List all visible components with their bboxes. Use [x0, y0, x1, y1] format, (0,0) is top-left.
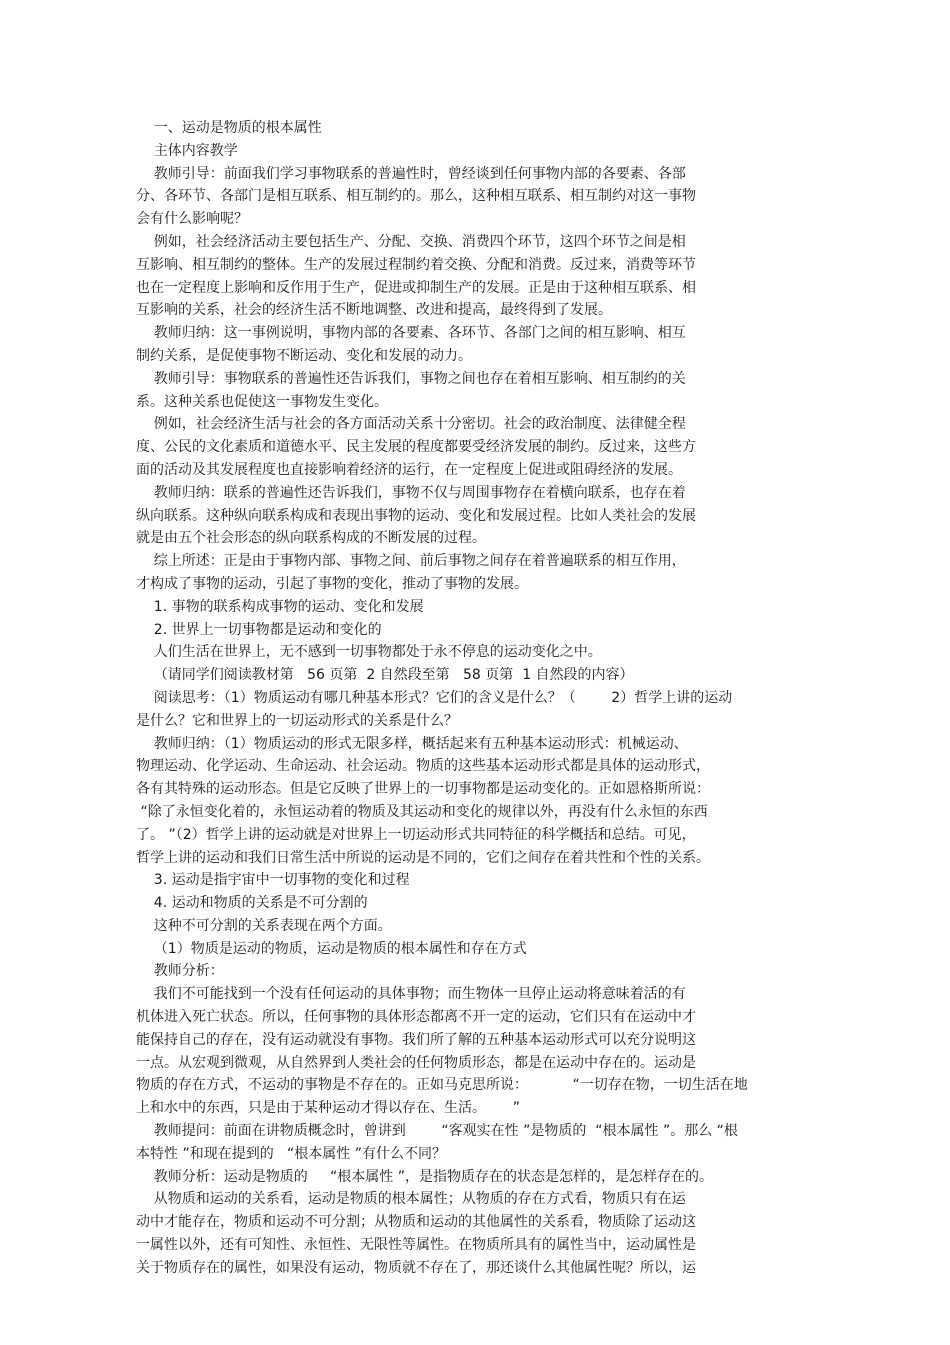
- text-line: 教师提问：前面在讲物质概念时，曾讲到 “客观实在性 ”是物质的 “根本属性 ”。那么 “根: [136, 1123, 738, 1140]
- text-line: 互影响的关系，社会的经济生活不断地调整、改进和提高，最终得到了发展。: [136, 302, 612, 319]
- text-line: 纵向联系。这种纵向联系构成和表现出事物的运动、变化和发展过程。比如人类社会的发展: [136, 507, 696, 524]
- text-line: 动中才能存在，物质和运动不可分割；从物质和运动的其他属性的关系看，物质除了运动这: [136, 1214, 696, 1231]
- text-line: 教师引导：前面我们学习事物联系的普遍性时，曾经谈到任何事物内部的各要素、各部: [136, 165, 686, 182]
- text-line: 各有其特殊的运动形态。但是它反映了世界上的一切事物都是运动变化的。正如恩格斯所说：: [136, 781, 710, 798]
- text-line: 综上所述：正是由于事物内部、事物之间、前后事物之间存在着普遍联系的相互作用，: [136, 553, 686, 570]
- text-line: 会有什么影响呢？: [136, 211, 248, 228]
- text-line: 制约关系，是促使事物不断运动、变化和发展的动力。: [136, 347, 472, 364]
- section-heading: 一、运动是物质的根本属性: [136, 120, 322, 136]
- numbered-point: 2. 世界上一切事物都是运动和变化的: [136, 621, 382, 638]
- text-line: 从物质和运动的关系看，运动是物质的根本属性；从物质的存在方式看，物质只有在运: [136, 1191, 686, 1208]
- text-line: 例如，社会经济活动主要包括生产、分配、交换、消费四个环节，这四个环节之间是相: [136, 233, 686, 250]
- text-line: 教师分析：运动是物质的 “根本属性 ”，是指物质存在的状态是怎样的，是怎样存在的。: [136, 1168, 714, 1185]
- text-line: 就是由五个社会形态的纵向联系构成的不断发展的过程。: [136, 530, 486, 547]
- text-line: 度、公民的文化素质和道德水平、民主发展的程度都要受经济发展的制约。反过来，这些方: [136, 439, 696, 456]
- text-line: 面的活动及其发展程度也直接影响着经济的运行，在一定程度上促进或阻碍经济的发展。: [136, 461, 682, 478]
- document-body: [136, 117, 748, 1280]
- text-line: （1）物质是运动的物质，运动是物质的根本属性和存在方式: [136, 940, 527, 957]
- text-line: 关于物质存在的属性，如果没有运动，物质就不存在了，那还谈什么其他属性呢？所以，运: [136, 1259, 696, 1276]
- text-line: 能保持自己的存在，没有运动就没有事物。我们所了解的五种基本运动形式可以充分说明这: [136, 1031, 696, 1048]
- text-line: 分、各环节、各部门是相互联系、相互制约的。那么，这种相互联系、相互制约对这一事物: [136, 188, 696, 205]
- text-line: 我们不可能找到一个没有任何运动的具体事物；而生物体一旦停止运动将意味着活的有: [136, 986, 686, 1003]
- numbered-point: 1. 事物的联系构成事物的运动、变化和发展: [136, 598, 424, 615]
- text-line: 教师归纳：（1）物质运动的形式无限多样，概括起来有五种基本运动形式：机械运动、: [136, 735, 688, 752]
- text-line: 教师归纳：联系的普遍性还告诉我们，事物不仅与周围事物存在着横向联系，也存在着: [136, 484, 686, 501]
- subheading: 主体内容教学: [136, 142, 238, 159]
- text-line: 互影响、相互制约的整体。生产的发展过程制约着交换、分配和消费。反过来，消费等环节: [136, 256, 696, 273]
- text-line: 一点。从宏观到微观，从自然界到人类社会的任何物质形态，都是在运动中存在的。运动是: [136, 1054, 696, 1071]
- text-line: “除了永恒变化着的，永恒运动着的物质及其运动和变化的规律以外，再没有什么永恒的东西: [136, 803, 708, 820]
- numbered-point: 4. 运动和物质的关系是不可分割的: [136, 895, 368, 912]
- text-line: 了。 ”（2）哲学上讲的运动就是对世界上一切运动形式共同特征的科学概括和总结。可见，: [136, 826, 696, 843]
- text-line: 人们生活在世界上，无不感到一切事物都处于永不停息的运动变化之中。: [136, 644, 602, 661]
- text-line: 也在一定程度上影响和反作用于生产，促进或抑制生产的发展。正是由于这种相互联系、相: [136, 279, 696, 296]
- numbered-point: 3. 运动是指宇宙中一切事物的变化和过程: [136, 872, 410, 889]
- text-line: 机体进入死亡状态。所以，任何事物的具体形态都离不开一定的运动，它们只有在运动中才: [136, 1009, 696, 1026]
- text-line: 是什么？它和世界上的一切运动形式的关系是什么？: [136, 712, 458, 729]
- text-line: 系。这种关系也促使这一事物发生变化。: [136, 393, 388, 410]
- text-line: 上和水中的东西，只是由于某种运动才得以存在、生活。 ”: [136, 1100, 520, 1117]
- text-line: 教师分析：: [136, 963, 224, 980]
- text-line: 例如，社会经济生活与社会的各方面活动关系十分密切。社会的政治制度、法律健全程: [136, 416, 686, 433]
- text-line: 物理运动、化学运动、生命运动、社会运动。物质的这些基本运动形式都是具体的运动形式，: [136, 758, 710, 775]
- text-line: 教师引导：事物联系的普遍性还告诉我们，事物之间也存在着相互影响、相互制约的关: [136, 370, 686, 387]
- text-line: 哲学上讲的运动和我们日常生活中所说的运动是不同的，它们之间存在着共性和个性的关系。: [136, 849, 710, 866]
- text-line: 物质的存在方式，不运动的事物是不存在的。正如马克思所说： “一切存在物，一切生活在地: [136, 1077, 748, 1094]
- text-line: 本特性 ”和现在提到的 “根本属性 ”有什么不同？: [136, 1145, 447, 1162]
- text-line: 这种不可分割的关系表现在两个方面。: [136, 917, 392, 934]
- text-line: 才构成了事物的运动，引起了事物的变化，推动了事物的发展。: [136, 575, 528, 592]
- text-line: 一属性以外，还有可知性、永恒性、无限性等属性。在物质所具有的属性当中，运动属性是: [136, 1237, 696, 1254]
- text-line: 阅读思考：（1）物质运动有哪几种基本形式？它们的含义是什么？（ 2）哲学上讲的运动: [136, 689, 733, 706]
- text-line: 教师归纳：这一事例说明，事物内部的各要素、各环节、各部门之间的相互影响、相互: [136, 325, 686, 342]
- text-line: （请同学们阅读教材第 56 页第 2 自然段至第 58 页第 1 自然段的内容）: [136, 667, 634, 684]
